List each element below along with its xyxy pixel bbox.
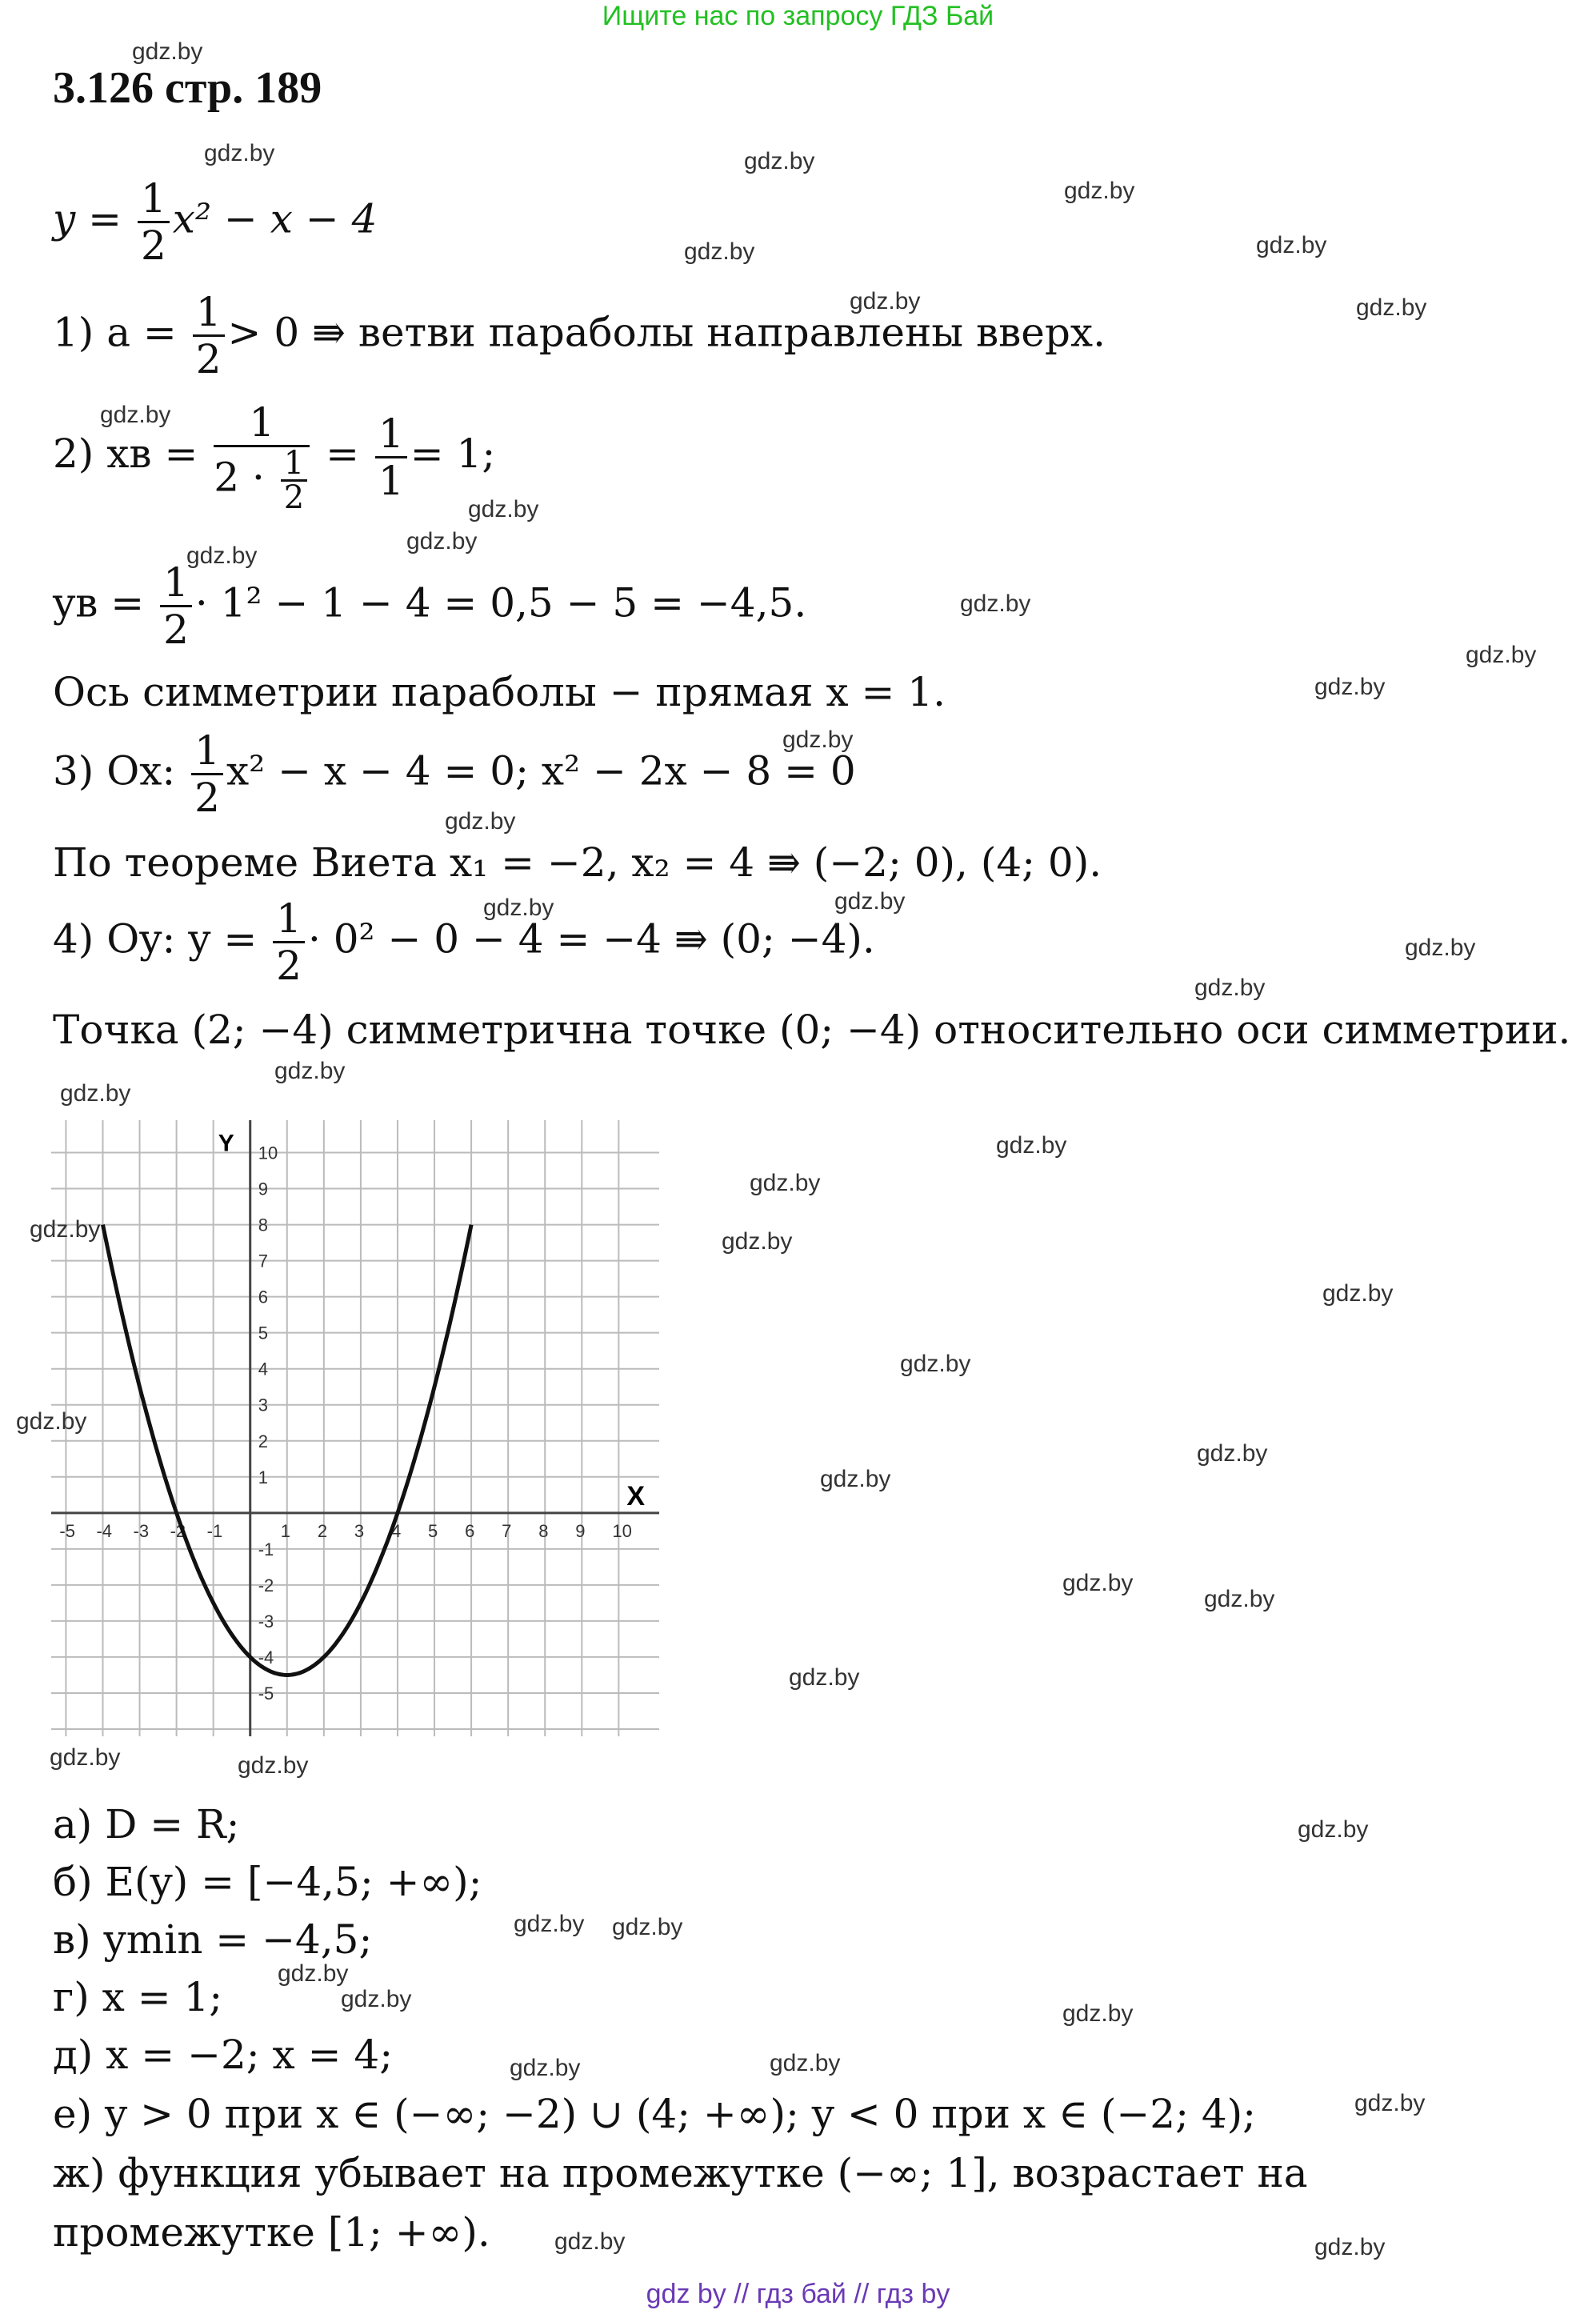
watermark: gdz.by <box>132 38 203 65</box>
y-tick-label: 2 <box>258 1431 268 1451</box>
y-tick-label: 8 <box>258 1215 268 1235</box>
page-title: 3.126 стр. 189 <box>53 63 322 113</box>
answer-d: г) x = 1; <box>53 1974 223 2020</box>
watermark: gdz.by <box>1064 178 1135 204</box>
step-2: 2) xв = 1 2 · $\frac{1}{2}$ = $\frac{1}{1}$ = 1; <box>53 399 496 516</box>
y-tick-label: 4 <box>258 1359 268 1379</box>
watermark: gdz.by <box>341 1986 412 2012</box>
x-tick-label: 4 <box>390 1520 402 1541</box>
y-axis-label: Y <box>218 1130 234 1157</box>
fraction: $\frac{1}{1}$ <box>375 411 407 503</box>
watermark: gdz.by <box>406 528 478 554</box>
x-tick-label: 7 <box>502 1520 512 1541</box>
watermark: gdz.by <box>996 1132 1067 1159</box>
y-tick-label: -3 <box>258 1611 274 1631</box>
fraction: $\frac{1}{2}$ <box>138 176 170 268</box>
watermark: gdz.by <box>278 1960 349 1987</box>
watermark: gdz.by <box>1356 294 1427 321</box>
watermark: gdz.by <box>1314 2234 1386 2260</box>
watermark: gdz.by <box>789 1664 860 1691</box>
watermark: gdz.by <box>50 1744 121 1771</box>
watermark: gdz.by <box>1062 1570 1134 1596</box>
watermark: gdz.by <box>468 496 539 522</box>
watermark: gdz.by <box>60 1080 131 1107</box>
fraction: 1 2 · $\frac{1}{2}$ <box>214 400 310 514</box>
watermark: gdz.by <box>722 1228 793 1255</box>
watermark: gdz.by <box>782 727 854 753</box>
y-tick-label: 1 <box>258 1467 268 1487</box>
answer-c: в) ymin = −4,5; <box>53 1916 373 1963</box>
x-axis-label: X <box>626 1480 646 1511</box>
step-2-y: yв = $\frac{1}{2}$ · 1² − 1 − 4 = 0,5 − 5 = −4,5. <box>53 559 807 653</box>
watermark: gdz.by <box>204 140 275 166</box>
watermark: gdz.by <box>514 1911 585 1937</box>
watermark: gdz.by <box>1466 642 1537 668</box>
axes <box>51 1120 659 1736</box>
answer-g-cont: промежутке [1; +∞). <box>53 2209 490 2256</box>
fraction: $\frac{1}{2}$ <box>160 560 192 652</box>
answer-e: д) x = −2; x = 4; <box>53 2032 394 2078</box>
x-tick-label: -3 <box>133 1520 150 1541</box>
x-tick-label: 5 <box>428 1520 438 1541</box>
watermark: gdz.by <box>274 1058 346 1084</box>
x-tick-label: 2 <box>317 1520 328 1541</box>
watermark: gdz.by <box>100 402 171 428</box>
x-tick-label: 6 <box>465 1520 475 1541</box>
watermark: gdz.by <box>612 1914 683 1940</box>
watermark: gdz.by <box>1314 674 1386 700</box>
watermark: gdz.by <box>684 238 755 265</box>
x-tick-label: -1 <box>206 1520 223 1541</box>
watermark: gdz.by <box>1204 1586 1275 1612</box>
step-3: 3) Ox: $\frac{1}{2}$ x² − x − 4 = 0; x² − 2x − 8 = 0 <box>53 727 856 821</box>
step-4: 4) Oy: y = $\frac{1}{2}$ · 0² − 0 − 4 = −4 ⇛ (0; −4). <box>53 895 875 989</box>
watermark: gdz.by <box>750 1170 821 1196</box>
grid-lines <box>51 1120 659 1736</box>
watermark: gdz.by <box>1354 2090 1426 2116</box>
x-tick-label: 10 <box>612 1520 632 1541</box>
watermark: gdz.by <box>820 1466 891 1492</box>
watermark: gdz.by <box>744 148 815 174</box>
watermark: gdz.by <box>554 2228 626 2255</box>
fraction: $\frac{1}{2}$ <box>273 896 305 988</box>
watermark: gdz.by <box>960 591 1031 617</box>
footer-links[interactable]: gdz by // гдз бай // гдз by <box>646 2279 950 2309</box>
watermark: gdz.by <box>1322 1280 1394 1307</box>
y-tick-label: 3 <box>258 1395 268 1415</box>
watermark: gdz.by <box>238 1752 309 1779</box>
watermark: gdz.by <box>1062 2000 1134 2027</box>
step-1: 1) a = $\frac{1}{2}$ > 0 ⇛ ветви параболы направлены вверх. <box>53 289 1106 382</box>
answer-g: ж) функция убывает на промежутке (−∞; 1], возрастает на <box>53 2150 1308 2196</box>
y-tick-label: 5 <box>258 1323 268 1343</box>
watermark: gdz.by <box>186 542 258 569</box>
tick-labels <box>59 1143 631 1703</box>
answer-b: б) E(y) = [−4,5; +∞); <box>53 1859 482 1905</box>
watermark: gdz.by <box>1298 1816 1369 1843</box>
watermark: gdz.by <box>30 1216 101 1243</box>
fraction: $\frac{1}{2}$ <box>191 728 223 820</box>
y-tick-label: -5 <box>258 1683 274 1703</box>
x-tick-label: -2 <box>170 1520 186 1541</box>
y-tick-label: 9 <box>258 1179 268 1199</box>
watermark: gdz.by <box>1197 1440 1268 1467</box>
vieta-line: По теореме Виета x₁ = −2, x₂ = 4 ⇛ (−2; 0), (4; 0). <box>53 839 1102 886</box>
answer-a: а) D = R; <box>53 1801 240 1848</box>
watermark: gdz.by <box>445 808 516 835</box>
y-tick-label: 10 <box>258 1143 278 1163</box>
watermark: gdz.by <box>483 895 554 921</box>
watermark: gdz.by <box>900 1351 971 1377</box>
y-tick-label: -2 <box>258 1575 274 1595</box>
y-tick-label: -1 <box>258 1539 274 1559</box>
fraction: $\frac{1}{2}$ <box>193 290 225 382</box>
watermark: gdz.by <box>1256 232 1327 258</box>
watermark: gdz.by <box>834 888 906 915</box>
watermark: gdz.by <box>770 2050 841 2076</box>
x-tick-label: 8 <box>538 1520 549 1541</box>
y-tick-label: 6 <box>258 1287 268 1307</box>
watermark: gdz.by <box>850 288 921 314</box>
symmetric-point-line: Точка (2; −4) симметрична точке (0; −4) относительно оси симметрии. <box>53 1007 1571 1053</box>
axis-of-symmetry: Ось симметрии параболы − прямая x = 1. <box>53 669 946 715</box>
y-tick-label: -4 <box>258 1647 274 1667</box>
x-tick-label: -4 <box>96 1520 113 1541</box>
x-tick-label: 9 <box>575 1520 586 1541</box>
watermark: gdz.by <box>510 2055 581 2081</box>
y-tick-label: 7 <box>258 1251 268 1271</box>
x-tick-label: 1 <box>280 1520 291 1541</box>
x-tick-label: -5 <box>59 1520 75 1541</box>
watermark: gdz.by <box>1194 975 1266 1001</box>
answer-f: е) y > 0 при x ∈ (−∞; −2) ∪ (4; +∞); y < 0 при x ∈ (−2; 4); <box>53 2091 1257 2137</box>
watermark: gdz.by <box>16 1408 87 1435</box>
search-banner[interactable]: Ищите нас по запросу ГДЗ Бай <box>602 1 994 31</box>
watermark: gdz.by <box>1405 935 1476 961</box>
x-tick-label: 3 <box>354 1520 365 1541</box>
equation-line: y = $\frac{1}{2}$ x² − x − 4 <box>53 175 378 269</box>
parabola-graph <box>51 1120 659 1736</box>
